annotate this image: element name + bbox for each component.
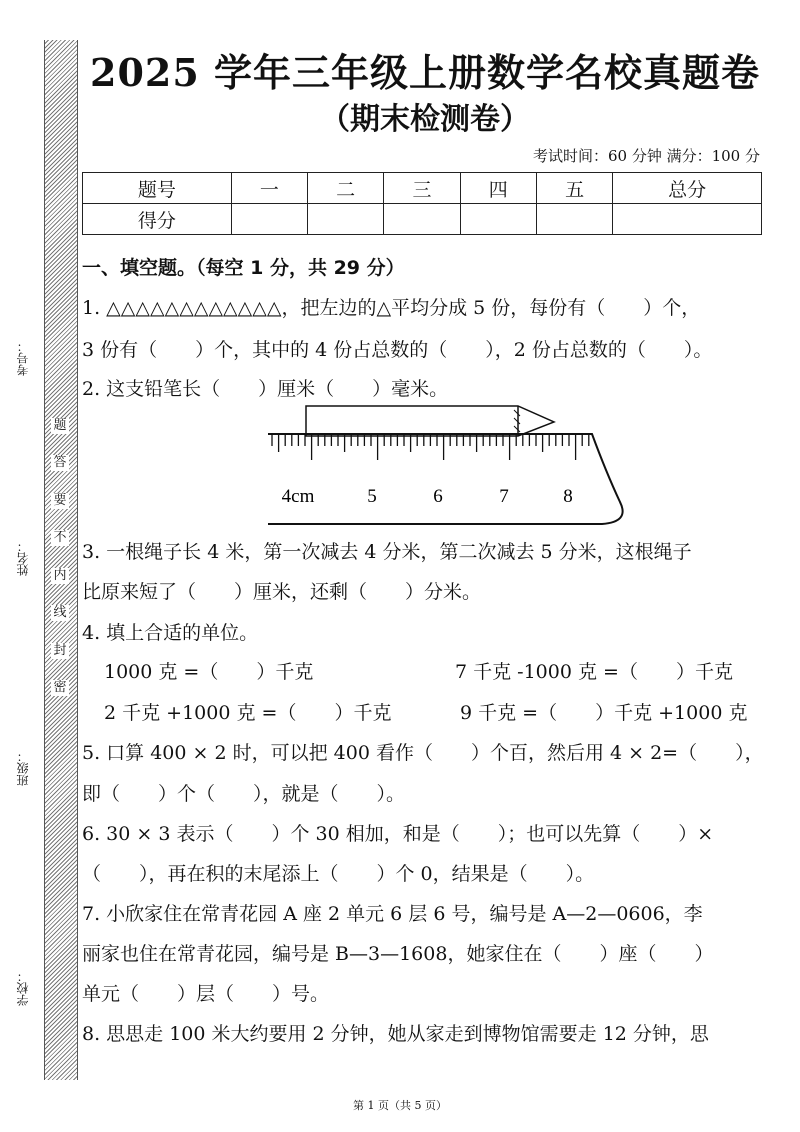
section-heading: 一、填空题。（每空 1 分，共 29 分）	[82, 257, 405, 279]
ruler-ticks	[272, 434, 589, 460]
page-subtitle: （期末检测卷）	[320, 102, 530, 137]
question-line: 5. 口算 400 × 2 时，可以把 400 看作（ ）个百，然后用 4 × 2=（ ），	[82, 742, 764, 764]
ruler-label: 4cm	[281, 486, 315, 507]
binding-strip	[14, 40, 67, 1080]
seal-char: 不	[51, 530, 69, 546]
score-header-cell: 三	[384, 173, 460, 204]
binding-hatch	[44, 40, 78, 1080]
score-table-row	[83, 204, 762, 235]
score-row-label: 得分	[83, 204, 232, 235]
score-cell[interactable]	[231, 204, 307, 235]
score-table	[82, 172, 762, 235]
score-header-cell: 一	[231, 173, 307, 204]
seal-char: 答	[51, 455, 69, 471]
question-line: 9 千克 =（ ）千克 +1000 克	[460, 702, 748, 724]
question-line: 7 千克 -1000 克 =（ ）千克	[455, 661, 733, 683]
score-table-header	[83, 173, 762, 204]
score-cell[interactable]	[613, 204, 762, 235]
score-header-cell: 五	[536, 173, 612, 204]
question-line: 1. △△△△△△△△△△△△，把左边的△平均分成 5 份，每份有（ ）个，	[82, 297, 701, 319]
question-line: 4. 填上合适的单位。	[82, 622, 259, 644]
seal-char: 密	[51, 680, 69, 696]
ruler-outline	[268, 434, 623, 524]
question-line: （ ），再在积的末尾添上（ ）个 0，结果是（ ）。	[82, 863, 595, 885]
name-label: 姓名：	[16, 540, 30, 576]
question-line: 2. 这支铅笔长（ ）厘米（ ）毫米。	[82, 378, 449, 400]
question-line: 3. 一根绳子长 4 米，第一次减去 4 分米，第二次减去 5 分米，这根绳子	[82, 541, 692, 563]
seal-char: 题	[51, 418, 69, 434]
score-header-cell: 总分	[613, 173, 762, 204]
seal-char: 内	[51, 568, 69, 584]
score-cell[interactable]	[384, 204, 460, 235]
seal-char: 要	[51, 493, 69, 509]
ruler-label: 5	[367, 486, 377, 507]
question-line: 单元（ ）层（ ）号。	[82, 983, 330, 1005]
question-line: 即（ ）个（ ），就是（ ）。	[82, 783, 406, 805]
page-title: 2025 学年三年级上册数学名校真题卷	[90, 50, 760, 95]
ruler-label: 7	[499, 486, 509, 507]
question-line: 6. 30 × 3 表示（ ）个 30 相加，和是（ ）；也可以先算（ ）×	[82, 823, 714, 845]
class-label: 班级：	[16, 750, 30, 786]
question-line: 比原来短了（ ）厘米，还剩（ ）分米。	[82, 581, 482, 603]
ruler-label: 8	[563, 486, 573, 507]
question-line: 3 份有（ ）个，其中的 4 份占总数的（ ），2 份占总数的（ ）。	[82, 339, 713, 361]
score-cell[interactable]	[308, 204, 384, 235]
page-footer: 第 1 页（共 5 页）	[353, 1099, 447, 1112]
score-header-cell: 四	[460, 173, 536, 204]
question-line: 7. 小欣家住在常青花园 A 座 2 单元 6 层 6 号，编号是 A—2—0606，李	[82, 903, 703, 925]
seal-char: 线	[51, 605, 69, 621]
question-line: 8. 思思走 100 米大约要用 2 分钟，她从家走到博物馆需要走 12 分钟，思	[82, 1023, 709, 1045]
pencil-icon	[306, 406, 554, 436]
question-line: 丽家也住在常青花园，编号是 B—3—1608，她家住在（ ）座（ ）	[82, 943, 714, 965]
ruler-label: 6	[433, 486, 443, 507]
score-header-cell: 题号	[83, 173, 232, 204]
seal-char: 封	[51, 643, 69, 659]
ruler-figure	[262, 402, 634, 528]
school-label: 学校：	[16, 970, 30, 1006]
exam-info: 考试时间：60 分钟 满分：100 分	[532, 147, 760, 165]
question-line: 1000 克 =（ ）千克	[104, 661, 314, 683]
score-cell[interactable]	[460, 204, 536, 235]
score-header-cell: 二	[308, 173, 384, 204]
question-line: 2 千克 +1000 克 =（ ）千克	[104, 702, 392, 724]
exam-number-label: 考号：	[16, 340, 30, 376]
score-cell[interactable]	[536, 204, 612, 235]
